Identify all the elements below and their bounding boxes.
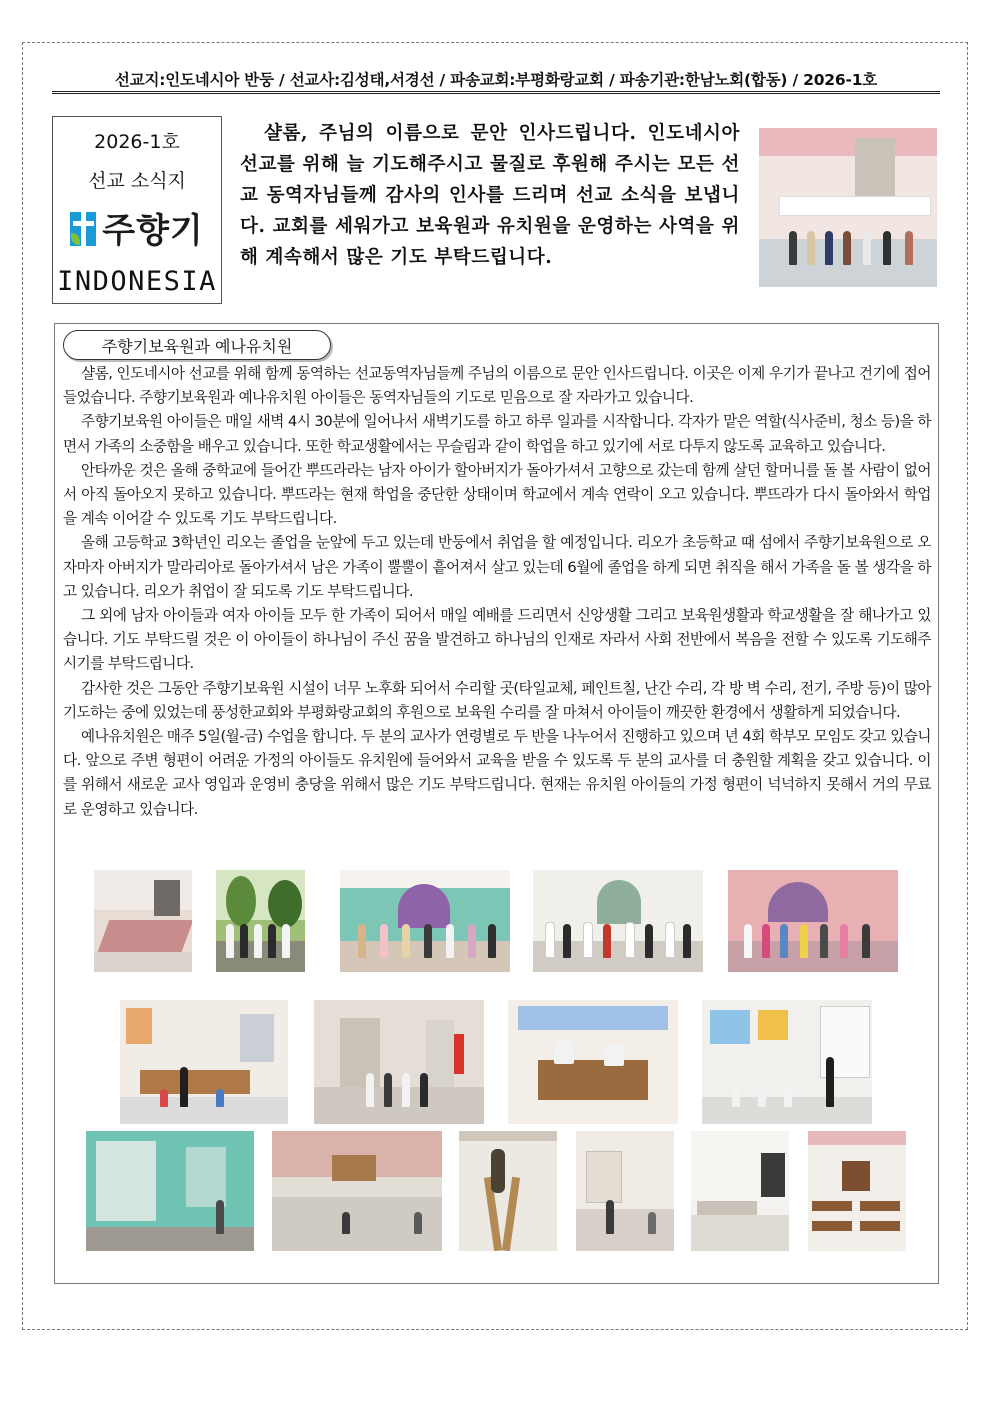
intro-greeting: 샬롬, 주님의 이름으로 문안 인사드립니다. 인도네시아 선교를 위해 늘 기도해주시고 물질로 후원해 주시는 모든 선교 동역자님들께 감사의 인사를 드리며 선교 소식을 보냅니다. 교회를 세워가고 보육원과 유치원을 운영하는 사역을 위해 계속해서 많은 기도 부탁드립니다.	[240, 123, 740, 268]
photo-row3-tile-floor	[272, 1131, 442, 1251]
photo-row2-classroom	[120, 1000, 288, 1124]
paragraph: 샬롬, 인도네시아 선교를 위해 함께 동역하는 선교동역자님들께 주님의 이름으로 문안 인사드립니다. 이곳은 이제 우기가 끝나고 건기에 접어들었습니다. 주향기보육원과 예나유치원 아이들은 동역자님들의 기도로 믿음으로 잘 자라가고 있습니다.	[63, 365, 931, 407]
photo-gathering-top	[759, 128, 937, 287]
photo-row1-children-group	[728, 870, 898, 972]
paragraph: 안타까운 것은 올해 중학교에 들어간 뿌뜨라라는 남자 아이가 할아버지가 돌아가셔서 고향으로 갔는데 함께 살던 할머니를 돌 볼 사람이 없어서 아직 돌아오지 못하고 있습니다. 뿌뜨라는 현재 학업을 중단한 상태이며 학교에서 계속 연락이 오고 있습니다. 뿌뜨라가 다시 돌아와서 학업을 계속 이어갈 수 있도록 기도 부탁드립니다.	[63, 461, 931, 528]
photo-row2-kids-desk	[508, 1000, 678, 1124]
photo-row3-ladder-repair	[459, 1131, 557, 1251]
country-name: INDONESIA	[57, 266, 217, 297]
photo-row1-outdoor-group	[216, 870, 305, 972]
paragraph: 감사한 것은 그동안 주향기보육원 시설이 너무 노후화 되어서 수리할 곳(타일교체, 페인트칠, 난간 수리, 각 방 벽 수리, 전기, 주방 등)이 많아 기도하는 중에 있었는데 풍성한교회와 부평화랑교회의 후원으로 보육원 수리를 잘 마쳐서 아이들이 깨끗한 환경에서 생활하게 되었습니다.	[63, 679, 931, 721]
photo-row1-stage-group	[340, 870, 510, 972]
issue-number: 2026-1호	[94, 131, 180, 153]
masthead-box	[52, 116, 222, 304]
photo-row1-dining-hall	[94, 870, 192, 972]
photo-row2-hallway-group	[314, 1000, 484, 1124]
header-line: 선교지:인도네시아 반둥 / 선교사:김성태,서경선 / 파송교회:부평화랑교회 / 파송기관:한남노회(합동) / 2026-1호	[114, 70, 878, 89]
paragraph: 그 외에 남자 아이들과 여자 아이들 모두 한 가족이 되어서 매일 예배를 드리면서 신앙생활 그리고 보육원생활과 학교생활을 잘 해나가고 있습니다. 기도 부탁드릴 것은 이 아이들이 하나님이 주신 꿈을 발견하고 하나님의 인재로 자라서 사회 전반에서 복음을 전할 수 있도록 기도해주시기를 부탁드립니다.	[63, 607, 931, 673]
cross-logo-icon	[70, 208, 98, 248]
photo-row3-room-repair	[576, 1131, 674, 1251]
paragraph: 올해 고등학교 3학년인 리오는 졸업을 눈앞에 두고 있는데 반둥에서 취업을 할 예정입니다. 리오가 초등학교 때 섬에서 주향기보육원으로 오자마자 아버지가 말라리아로 돌아가셔서 남은 가족이 뿔뿔이 흩어져서 살고 있는데 6월에 졸업을 하게 되면 취직을 해서 가족을 돌 볼 생각을 하고 있습니다. 리오가 취업이 잘 되도록 기도 부탁드립니다.	[63, 534, 931, 600]
photo-row1-children-uniforms	[533, 870, 703, 972]
photo-row3-repaired-room	[691, 1131, 789, 1251]
paragraph: 예나유치원은 매주 5일(월-금) 수업을 합니다. 두 분의 교사가 연령별로 두 반을 나누어서 진행하고 있으며 년 4회 학부모 모임도 갖고 있습니다. 앞으로 주변 형편이 어려운 가정의 아이들도 유치원에 들어와서 교육을 받을 수 있도록 두 분의 교사를 더 충원할 계획을 갖고 있습니다. 이를 위해서 새로운 교사 영입과 운영비 충당을 위해서 많은 기도 부탁드립니다. 현재는 유치원 아이들의 가정 형편이 넉넉하지 못해서 거의 무료로 운영하고 있습니다.	[63, 728, 931, 818]
logo	[53, 203, 221, 252]
article-body	[63, 362, 931, 822]
photo-row2-teacher-board	[702, 1000, 872, 1124]
photo-row3-hall-benches	[808, 1131, 906, 1251]
photo-row3-painting-wall	[86, 1131, 254, 1251]
newsletter-subtitle: 선교 소식지	[88, 170, 186, 192]
newsletter-header	[52, 66, 940, 94]
logo-text: 주향기	[102, 211, 204, 251]
paragraph: 주향기보육원 아이들은 매일 새벽 4시 30분에 일어나서 새벽기도를 하고 하루 일과를 시작합니다. 각자가 맡은 역할(식사준비, 청소 등)을 하면서 가족의 소중함을 배우고 있습니다. 또한 학교생활에서는 무슬림과 같이 학업을 하고 있기에 서로 다투지 않도록 교육하고 있습니다.	[63, 413, 931, 455]
section-title: 주향기보육원과 예나유치원	[63, 330, 331, 360]
